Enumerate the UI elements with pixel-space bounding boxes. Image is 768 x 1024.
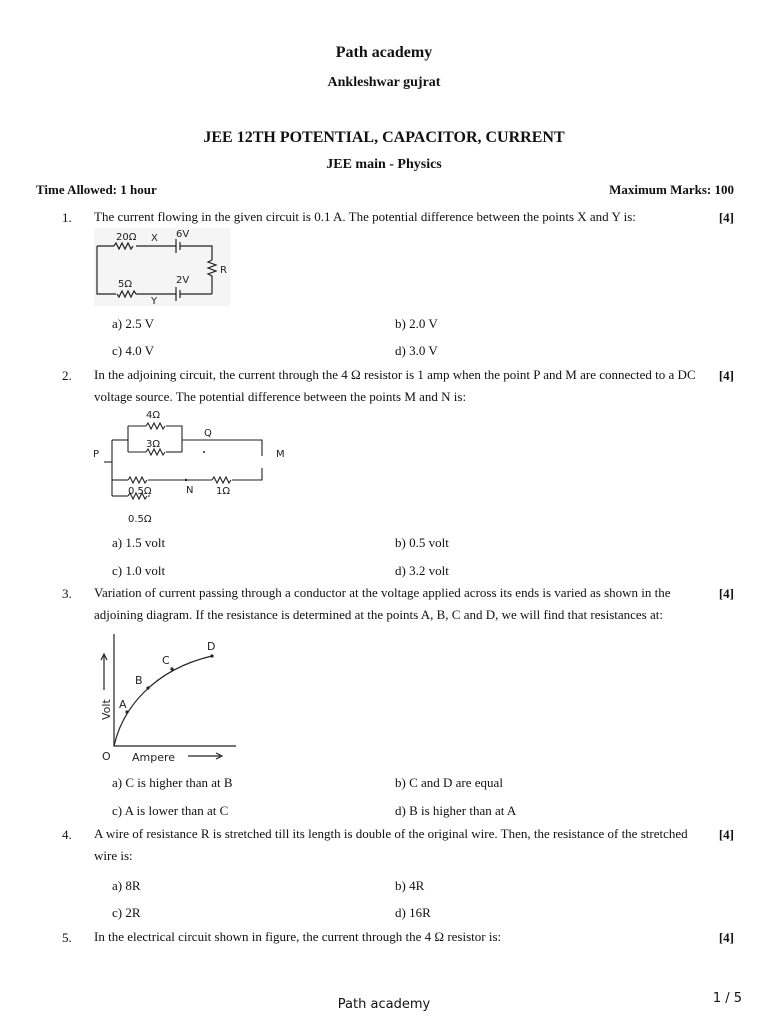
option-c[interactable]: c) 1.0 volt [112,563,166,578]
figure-label: A [119,698,127,711]
figure-label: 0.5Ω [128,486,152,497]
figure-label: P [93,449,100,460]
option-a[interactable]: a) 8R [112,878,141,893]
option-d[interactable]: d) 16R [395,905,431,920]
circuit-diagram-q2 [90,406,290,528]
exam-title: JEE 12TH POTENTIAL, CAPACITOR, CURRENT [203,129,565,146]
question-number: 1. [62,210,72,225]
vi-graph-q3 [92,630,242,766]
figure-label: 3Ω [146,439,161,450]
option-b[interactable]: b) 4R [395,878,425,893]
option-d[interactable]: d) B is higher than at A [395,803,517,818]
option-a[interactable]: a) 2.5 V [112,316,155,331]
option-c[interactable]: c) 4.0 V [112,343,155,358]
question-text: In the electrical circuit shown in figure, the current through the 4 Ω resistor is: [94,929,502,944]
figure-label: 2V [176,275,190,286]
figure-label: R [220,265,227,276]
option-d[interactable]: d) 3.0 V [395,343,438,358]
question-number: 5. [62,930,72,945]
figure-label: Y [151,296,158,306]
option-b[interactable]: b) C and D are equal [395,775,503,790]
figure-label: Q [204,428,212,439]
time-allowed: Time Allowed: 1 hour [36,182,157,197]
figure-label: Ampere [132,751,176,764]
figure-label: C [162,654,170,667]
question-number: 4. [62,827,72,842]
figure-label: B [135,674,143,687]
question-number: 3. [62,586,72,601]
question-marks: [4] [718,210,734,225]
option-a[interactable]: a) 1.5 volt [112,535,166,550]
option-c[interactable]: c) 2R [112,905,141,920]
figure-label: 5Ω [118,279,133,290]
figure-label: Volt [100,699,113,720]
option-d[interactable]: d) 3.2 volt [395,563,449,578]
question-text: Variation of current passing through a conductor at the voltage applied across its ends is varied as shown in the adjoining diagram. If the resistance is determined at the points A, B, C and D, we will find that resistances at: [94,585,671,622]
figure-label: 4Ω [146,410,161,421]
option-c[interactable]: c) A is lower than at C [112,803,229,818]
figure-label: X [151,233,158,244]
question-marks: [4] [718,368,734,383]
question-text: A wire of resistance R is stretched till its length is double of the original wire. Then, the resistance of the stretched wire is: [94,826,688,863]
question-marks: [4] [718,930,734,945]
option-a[interactable]: a) C is higher than at B [112,775,233,790]
option-b[interactable]: b) 2.0 V [395,316,438,331]
figure-label: 6V [176,229,190,240]
question-marks: [4] [718,586,734,601]
figure-label: M [276,449,285,460]
footer-academy: Path academy [337,997,431,1012]
figure-label: 20Ω [116,232,137,243]
question-marks: [4] [718,827,734,842]
option-b[interactable]: b) 0.5 volt [395,535,449,550]
figure-label: N [186,485,194,496]
academy-location: Ankleshwar gujrat [327,75,441,90]
figure-label: D [207,640,216,653]
question-text: The current flowing in the given circuit is 0.1 A. The potential difference between the points X and Y is: [94,209,636,224]
figure-label: O [102,750,111,763]
figure-label: 0.5Ω [128,514,152,525]
max-marks: Maximum Marks: 100 [609,182,734,197]
question-text: In the adjoining circuit, the current through the 4 Ω resistor is 1 amp when the point P and M are connected to a DC voltage source. The potential difference between the points M and N is: [94,367,696,404]
figure-label: 1Ω [216,486,231,497]
subject-title: JEE main - Physics [326,157,442,172]
page-number: 1 / 5 [712,991,742,1006]
academy-name: Path academy [335,44,433,61]
question-number: 2. [62,368,72,383]
circuit-diagram-q1 [94,228,230,306]
